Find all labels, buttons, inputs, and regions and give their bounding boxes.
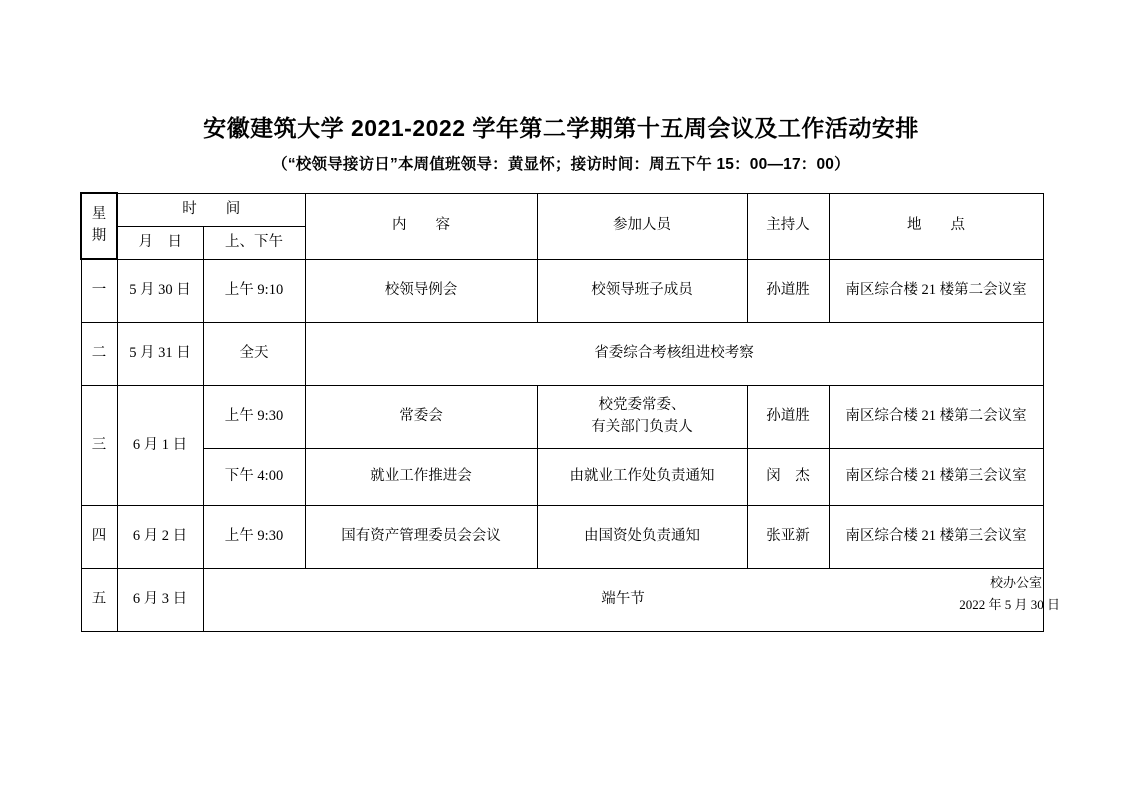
cell-weekday: 二 [81, 323, 117, 386]
cell-ampm: 全天 [203, 323, 305, 386]
header-date: 月 日 [117, 226, 203, 259]
header-place: 地 点 [829, 193, 1043, 259]
cell-weekday: 一 [81, 259, 117, 323]
footer-date: 2022 年 5 月 30 日 [959, 597, 1060, 612]
cell-weekday: 五 [81, 569, 117, 632]
header-weekday-line2: 期 [91, 228, 107, 244]
header-host: 主持人 [747, 193, 829, 259]
footer-office: 校办公室 [989, 575, 1042, 590]
page-subtitle: （“校领导接访日”本周值班领导：黄显怀；接访时间：周五下午 15：00—17：00） [272, 156, 850, 173]
table-row [81, 449, 1043, 506]
header-weekday [81, 193, 117, 259]
cell-date: 5 月 30 日 [117, 259, 203, 323]
cell-participants: 校领导班子成员 [537, 259, 747, 323]
cell-host: 张亚新 [747, 506, 829, 569]
cell-host: 闵 杰 [747, 449, 829, 506]
cell-participants: 由国资处负责通知 [537, 506, 747, 569]
cell-participants-line1: 校党委常委、 [598, 397, 686, 414]
cell-content: 常委会 [305, 386, 537, 449]
table-row [81, 386, 1043, 449]
header-time-group: 时 间 [117, 193, 305, 226]
table-row [81, 259, 1043, 323]
cell-ampm: 上午 9:10 [203, 259, 305, 323]
cell-host: 孙道胜 [747, 386, 829, 449]
header-content: 内 容 [305, 193, 537, 259]
schedule-table [80, 192, 1044, 632]
table-header-row-1 [81, 193, 1043, 226]
cell-content-span: 省委综合考核组进校考察 [305, 323, 1043, 386]
cell-place: 南区综合楼 21 楼第二会议室 [829, 259, 1043, 323]
cell-weekday: 三 [81, 386, 117, 506]
cell-content: 校领导例会 [305, 259, 537, 323]
cell-content-span: 端午节 [203, 569, 1043, 632]
cell-participants [537, 386, 747, 449]
table-row [81, 506, 1043, 569]
cell-place: 南区综合楼 21 楼第三会议室 [829, 449, 1043, 506]
header-weekday-line1: 星 [91, 206, 107, 223]
cell-host: 孙道胜 [747, 259, 829, 323]
cell-ampm: 上午 9:30 [203, 506, 305, 569]
cell-date: 6 月 1 日 [117, 386, 203, 506]
header-ampm: 上、下午 [203, 226, 305, 259]
table-row [81, 323, 1043, 386]
cell-weekday: 四 [81, 506, 117, 569]
header-participants: 参加人员 [537, 193, 747, 259]
cell-date: 6 月 2 日 [117, 506, 203, 569]
cell-content: 就业工作推进会 [305, 449, 537, 506]
cell-content: 国有资产管理委员会会议 [305, 506, 537, 569]
cell-place: 南区综合楼 21 楼第三会议室 [829, 506, 1043, 569]
cell-ampm: 上午 9:30 [203, 386, 305, 449]
page-title: 安徽建筑大学 2021-2022 学年第二学期第十五周会议及工作活动安排 [203, 115, 919, 141]
cell-participants-line2: 有关部门负责人 [591, 419, 693, 435]
cell-ampm: 下午 4:00 [203, 449, 305, 506]
cell-date: 6 月 3 日 [117, 569, 203, 632]
cell-place: 南区综合楼 21 楼第二会议室 [829, 386, 1043, 449]
cell-participants: 由就业工作处负责通知 [537, 449, 747, 506]
cell-date: 5 月 31 日 [117, 323, 203, 386]
